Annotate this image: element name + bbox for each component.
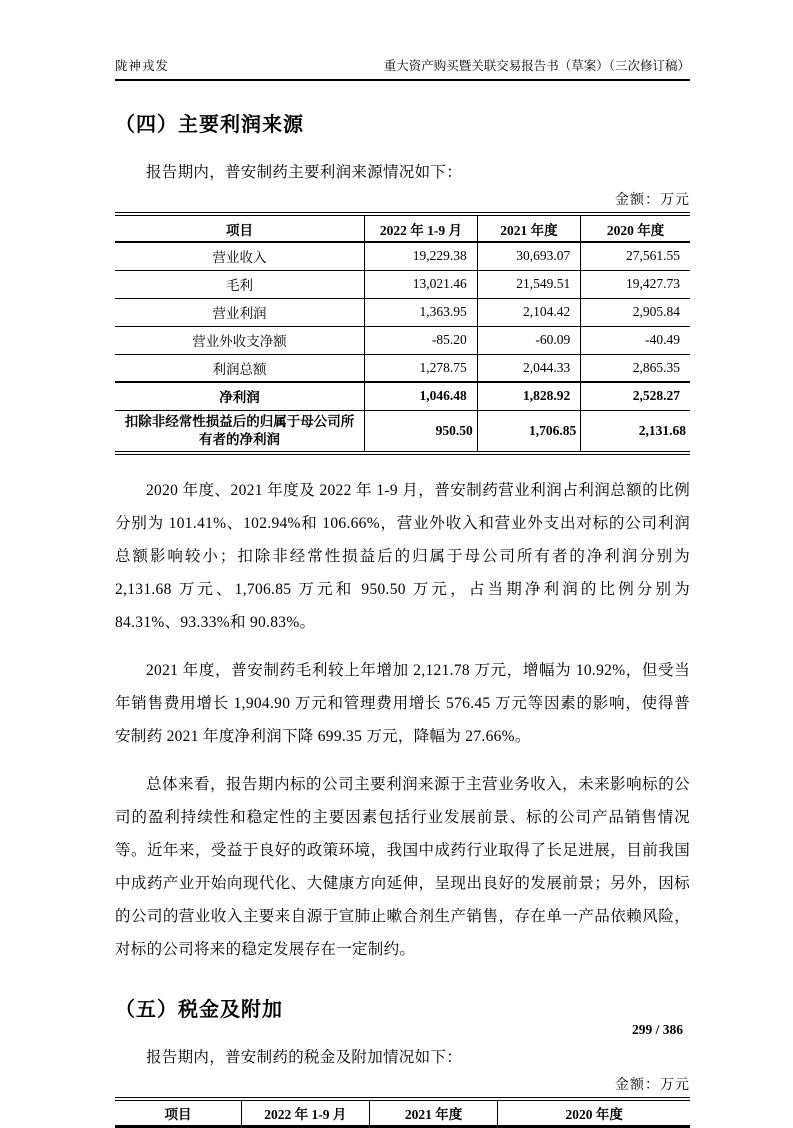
table-row-net-profit-deducted <box>115 410 690 453</box>
section5-unit-label: 金额：万元 <box>615 1077 690 1093</box>
row-label: 净利润 <box>115 382 365 410</box>
row-value: -40.49 <box>581 326 690 354</box>
footer-page-number: 299 / 386 <box>631 1022 683 1037</box>
section5-title: （五）税金及附加 <box>115 998 283 1021</box>
table-row-net-profit <box>115 382 690 410</box>
table-row-operating-profit <box>115 298 690 326</box>
table-row-operating-revenue <box>115 242 690 270</box>
profit-source-table <box>115 212 690 455</box>
row-value: 1,278.75 <box>365 354 478 382</box>
row-value: 19,229.38 <box>365 242 478 270</box>
row-label: 营业外收支净额 <box>115 326 365 354</box>
row-value: 21,549.51 <box>477 270 581 298</box>
row-value: 2,865.35 <box>581 354 690 382</box>
row-value: 2,905.84 <box>581 298 690 326</box>
table-row-total-profit <box>115 354 690 382</box>
header-company-name: 陇神戎发 <box>115 59 170 73</box>
row-value: 950.50 <box>365 410 478 453</box>
row-value: 30,693.07 <box>477 242 581 270</box>
section4-title: （四）主要利润来源 <box>115 114 304 136</box>
col-header-2022: 2022 年 1-9 月 <box>242 1099 370 1127</box>
col-header-2021: 2021 年度 <box>369 1099 498 1127</box>
row-value: 1,828.92 <box>477 382 581 410</box>
row-value: 13,021.46 <box>365 270 478 298</box>
row-value: -60.09 <box>477 326 581 354</box>
row-value: 2,044.33 <box>477 354 581 382</box>
section4-intro: 报告期内，普安制药主要利润来源情况如下： <box>146 164 463 181</box>
row-value: 1,363.95 <box>365 298 478 326</box>
col-header-2021: 2021 年度 <box>477 214 581 242</box>
section5-intro: 报告期内，普安制药的税金及附加情况如下： <box>146 1048 463 1066</box>
row-label: 营业收入 <box>115 242 365 270</box>
col-header-item: 项目 <box>115 1099 242 1127</box>
row-value: 19,427.73 <box>581 270 690 298</box>
paragraph-overall-summary: 总体来看，报告期内标的公司主要利润来源于主营业务收入，未来影响标的公司的盈利持续性和稳定性的主要因素包括行业发展前景、标的公司产品销售情况等。近年来，受益于良好的政策环境，我国中成药行业取得了长足进展，目前我国中成药产业开始向现代化、大健康方向延伸，呈现出良好的发展前景；另外，因标的公司的营业收入主要来自源于宣肺止嗽合剂生产销售，存在单一产品依赖风险，对标的公司将来的稳定发展存在一定制约。 <box>115 775 690 958</box>
row-value: 2,131.68 <box>581 410 690 453</box>
page-header <box>115 56 690 81</box>
col-header-2022: 2022 年 1-9 月 <box>365 214 478 242</box>
row-value: 1,046.48 <box>365 382 478 410</box>
tax-surcharge-table <box>115 1097 690 1128</box>
table-header-row <box>115 214 690 242</box>
row-label: 毛利 <box>115 270 365 298</box>
row-value: 2,104.42 <box>477 298 581 326</box>
row-label: 营业利润 <box>115 298 365 326</box>
row-value: 27,561.55 <box>581 242 690 270</box>
row-label: 扣除非经常性损益后的归属于母公司所有者的净利润 <box>115 410 365 453</box>
paragraph-profit-ratio: 2020 年度、2021 年度及 2022 年 1-9 月，普安制药营业利润占利润总额的比例分别为 101.41%、102.94%和 106.66%，营业外收入和营业外支出对标的公司利润总额影响较小；扣除非经常性损益后的归属于母公司所有者的净利润分别为 2,131.68 万元、1,706.85 万元和 950.50 万元，占当期净利润的比例分别为 84.31%、93.33%和 90.83%。 <box>115 481 690 631</box>
header-report-title: 重大资产购买暨关联交易报告书（草案）（三次修订稿） <box>383 59 690 73</box>
row-value: 2,528.27 <box>581 382 690 410</box>
col-header-2020: 2020 年度 <box>498 1099 690 1127</box>
paragraph-2021-analysis: 2021 年度，普安制药毛利较上年增加 2,121.78 万元，增幅为 10.92%，但受当年销售费用增长 1,904.90 万元和管理费用增长 576.45 万元等因素的影响，使得普安制药 2021 年度净利润下降 699.35 万元，降幅为 27.66%。 <box>115 661 690 745</box>
row-label: 利润总额 <box>115 354 365 382</box>
table-row-gross-profit <box>115 270 690 298</box>
row-value: -85.20 <box>365 326 478 354</box>
section4-unit-label: 金额：万元 <box>615 193 690 208</box>
table-row-non-operating-net <box>115 326 690 354</box>
col-header-item: 项目 <box>115 214 365 242</box>
table-header-row <box>115 1099 690 1127</box>
row-value: 1,706.85 <box>477 410 581 453</box>
col-header-2020: 2020 年度 <box>581 214 690 242</box>
